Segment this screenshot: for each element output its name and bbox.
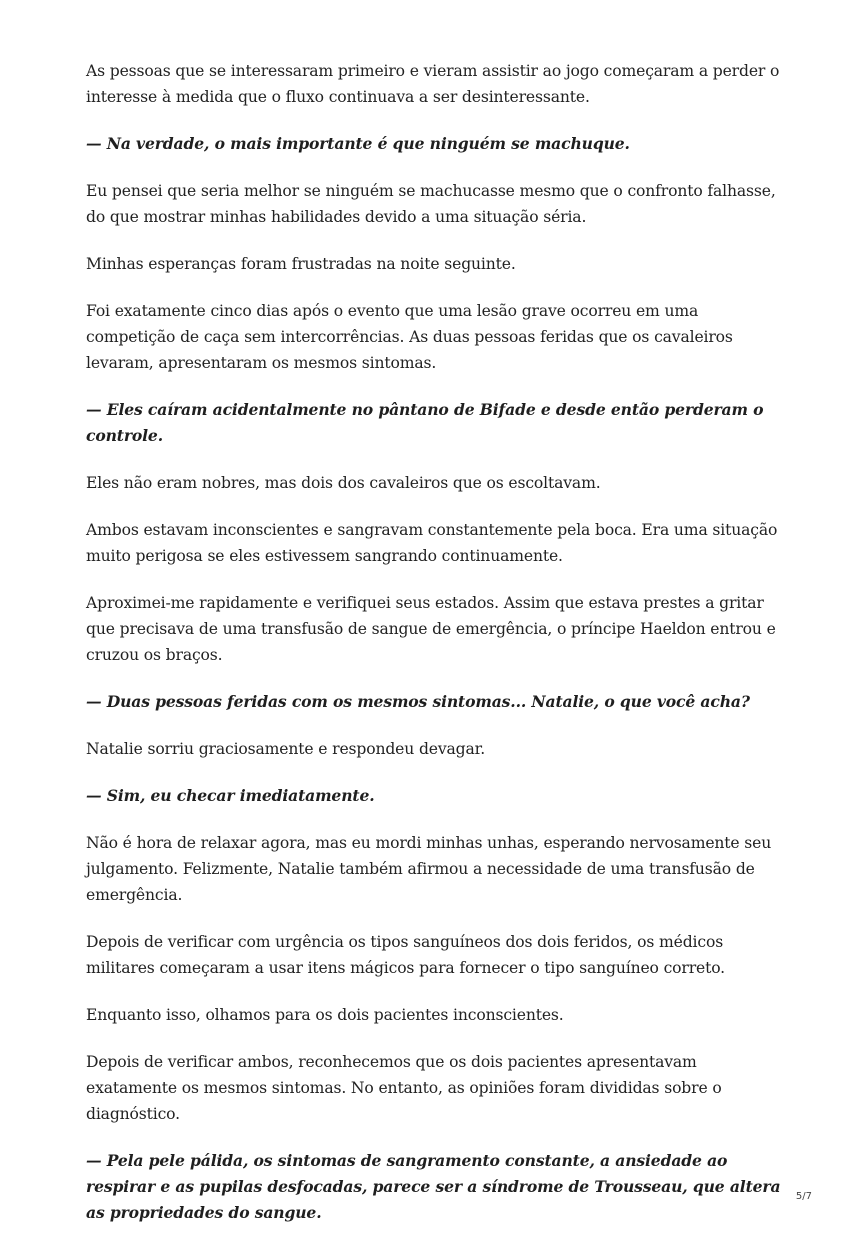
paragraph: Aproximei-me rapidamente e verifiquei seus estados. Assim que estava prestes a gritar que precisava de uma transfusão de sangue de emergência, o príncipe Haeldon entrou e cruzou os braços. — [86, 594, 776, 664]
dialog-line: — Eles caíram acidentalmente no pântano de Bifade e desde então perderam o controle. — [86, 400, 764, 445]
paragraph: Enquanto isso, olhamos para os dois pacientes inconscientes. — [86, 1006, 564, 1024]
paragraph: Foi exatamente cinco dias após o evento que uma lesão grave ocorreu em uma competição de caça sem intercorrências. As duas pessoas feridas que os cavaleiros levaram, apresentaram os mesmos sintomas. — [86, 302, 733, 372]
dialog-line: — Sim, eu checar imediatamente. — [86, 786, 375, 805]
paragraph: Ambos estavam inconscientes e sangravam constantemente pela boca. Era uma situação muito perigosa se eles estivessem sangrando continuamente. — [86, 521, 778, 565]
paragraph: Depois de verificar ambos, reconhecemos que os dois pacientes apresentavam exatamente os mesmos sintomas. No entanto, as opiniões foram divididas sobre o diagnóstico. — [86, 1053, 722, 1123]
paragraph: As pessoas que se interessaram primeiro e vieram assistir ao jogo começaram a perder o interesse à medida que o fluxo continuava a ser desinteressante. — [86, 62, 780, 106]
dialog-line: — Pela pele pálida, os sintomas de sangramento constante, a ansiedade ao respirar e as pupilas desfocadas, parece ser a síndrome de Trousseau, que altera as propriedades do sangue. — [86, 1151, 781, 1222]
document-page — [86, 58, 786, 1247]
paragraph: Minhas esperanças foram frustradas na noite seguinte. — [86, 255, 516, 273]
page-number: 5/7 — [795, 1191, 812, 1202]
paragraph: Não é hora de relaxar agora, mas eu mordi minhas unhas, esperando nervosamente seu julgamento. Felizmente, Natalie também afirmou a necessidade de uma transfusão de emergência. — [86, 834, 772, 904]
dialog-line: — Duas pessoas feridas com os mesmos sintomas... Natalie, o que você acha? — [86, 692, 750, 711]
paragraph: Eu pensei que seria melhor se ninguém se machucasse mesmo que o confronto falhasse, do que mostrar minhas habilidades devido a uma situação séria. — [86, 182, 776, 226]
paragraph: Natalie sorriu graciosamente e respondeu devagar. — [86, 740, 486, 758]
paragraph: Depois de verificar com urgência os tipos sanguíneos dos dois feridos, os médicos militares começaram a usar itens mágicos para fornecer o tipo sanguíneo correto. — [86, 933, 725, 977]
dialog-line: — Na verdade, o mais importante é que ninguém se machuque. — [86, 134, 630, 153]
paragraph: Eles não eram nobres, mas dois dos cavaleiros que os escoltavam. — [86, 474, 601, 492]
